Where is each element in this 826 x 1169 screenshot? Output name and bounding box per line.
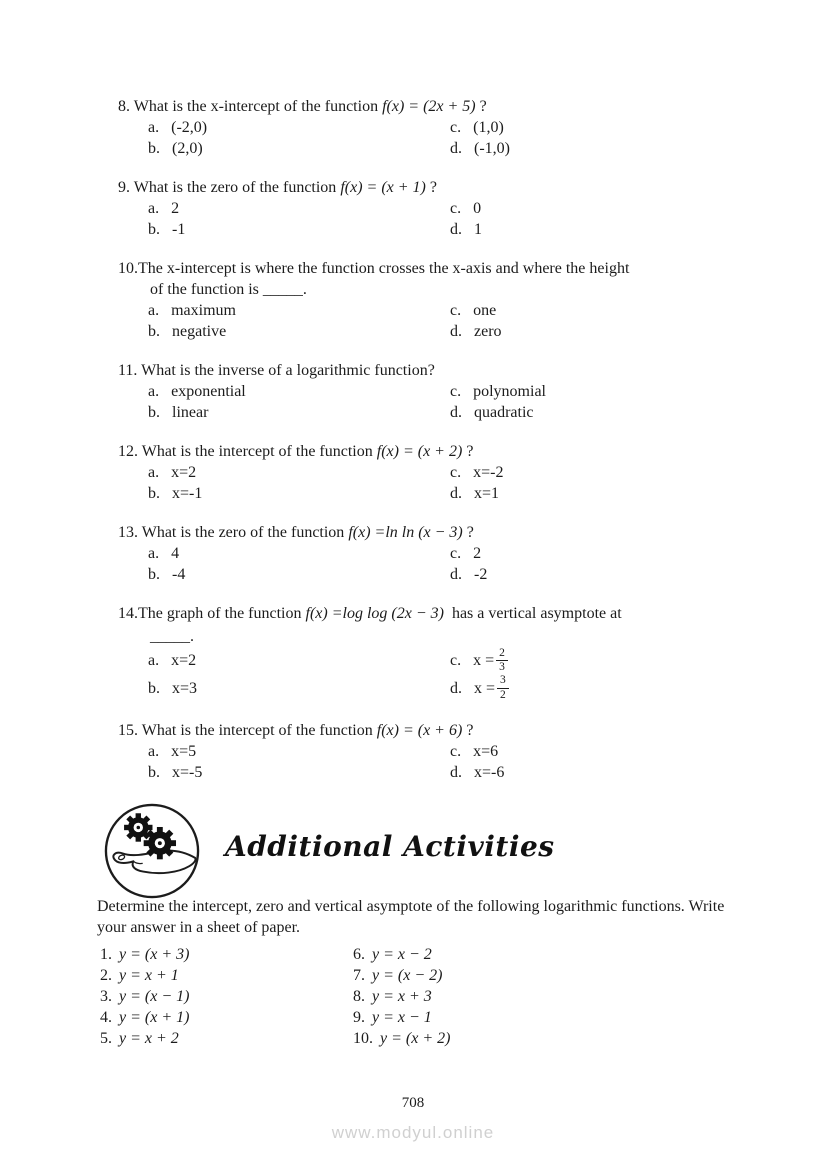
option-text: -1 xyxy=(172,221,186,238)
exercise-number: 8. xyxy=(353,988,365,1005)
watermark: www.modyul.online xyxy=(331,1123,495,1142)
option xyxy=(450,741,776,762)
exercise-item xyxy=(353,1028,450,1049)
question-number: 15. xyxy=(118,721,138,739)
exercise-item xyxy=(100,944,353,965)
option-label: b. xyxy=(148,221,160,238)
option-label: a. xyxy=(148,545,160,562)
question xyxy=(118,441,776,504)
option-text: x = xyxy=(473,652,495,670)
fraction-denominator: 2 xyxy=(500,688,506,701)
option-text: one xyxy=(473,302,497,319)
exercise-number: 10. xyxy=(353,1030,373,1047)
option-label: d. xyxy=(450,323,462,340)
question-post: ? xyxy=(475,98,487,115)
option-text: 2 xyxy=(171,200,180,217)
question-text xyxy=(118,603,776,624)
question-number: 9. xyxy=(118,179,130,196)
option xyxy=(450,647,776,674)
option-text: maximum xyxy=(171,302,236,319)
question-number: 12. xyxy=(118,443,138,460)
question-post: ? xyxy=(462,721,474,739)
question-pre: What is the intercept of the function xyxy=(138,721,377,739)
option xyxy=(148,321,450,342)
option xyxy=(450,543,776,564)
exercise-number: 2. xyxy=(100,967,112,984)
question-post: has a vertical asymptote at xyxy=(443,605,622,622)
option-text: 2 xyxy=(473,545,482,562)
option xyxy=(450,462,776,483)
option-label: d. xyxy=(450,404,462,421)
option xyxy=(148,543,450,564)
exercise-expression: y = x + 1 xyxy=(119,967,179,984)
options-grid xyxy=(148,198,776,240)
exercise-expression: y = x − 1 xyxy=(372,1009,432,1026)
question-text xyxy=(118,720,776,741)
option-fraction xyxy=(496,647,508,674)
question-text-continued: of the function is _____. xyxy=(150,281,307,298)
exercise-item xyxy=(100,965,353,986)
exercise-expression: y = x − 2 xyxy=(372,946,432,963)
option xyxy=(450,564,776,585)
exercise-expression: y = (x + 3) xyxy=(119,946,190,963)
option xyxy=(148,138,450,159)
option-text: polynomial xyxy=(473,383,546,400)
option-label: c. xyxy=(450,545,462,562)
option-text: (-1,0) xyxy=(474,140,510,157)
option-label: a. xyxy=(148,383,160,400)
option xyxy=(148,198,450,219)
option xyxy=(148,117,450,138)
fraction-numerator: 3 xyxy=(497,674,509,688)
option-text: -4 xyxy=(172,566,186,583)
option-text: linear xyxy=(172,404,209,421)
exercise-item xyxy=(100,1007,353,1028)
option-text: zero xyxy=(474,323,502,340)
exercise-number: 1. xyxy=(100,946,112,963)
question-pre: What is the zero of the function xyxy=(130,179,341,196)
option-text: negative xyxy=(172,323,227,340)
option xyxy=(148,483,450,504)
fraction-denominator: 3 xyxy=(499,661,505,674)
option-text: x=2 xyxy=(171,652,197,670)
exercise-expression: y = x + 2 xyxy=(119,1030,179,1047)
option-label: b. xyxy=(148,404,160,421)
option-fraction xyxy=(497,674,509,701)
question-text xyxy=(118,522,776,543)
question-math: f(x) = (x + 6) xyxy=(376,721,463,739)
option xyxy=(450,321,776,342)
question xyxy=(118,360,776,423)
option-label: b. xyxy=(148,763,160,781)
option-label: d. xyxy=(450,485,462,502)
exercise-column-left xyxy=(100,944,353,1049)
question xyxy=(118,258,776,342)
option xyxy=(148,402,450,423)
option-text: x=-1 xyxy=(172,485,203,502)
question xyxy=(118,522,776,585)
option-text: quadratic xyxy=(474,404,534,421)
option-label: d. xyxy=(450,566,462,583)
exercise-item xyxy=(100,986,353,1007)
option-label: c. xyxy=(450,742,462,760)
question-post: ? xyxy=(462,524,474,541)
option-text: (2,0) xyxy=(172,140,203,157)
option xyxy=(148,219,450,240)
option-label: b. xyxy=(148,323,160,340)
option-label: d. xyxy=(450,221,462,238)
option xyxy=(450,483,776,504)
option-text: x=-2 xyxy=(473,464,504,481)
question-math: f(x) =log log (2x − 3) xyxy=(305,605,444,622)
option-label: c. xyxy=(450,119,462,136)
option xyxy=(450,300,776,321)
question-number: 11. xyxy=(118,362,138,379)
option-label: b. xyxy=(148,140,160,157)
question-number: 8. xyxy=(118,98,130,115)
option-text: x=-6 xyxy=(474,763,505,781)
question-math: f(x) =ln ln (x − 3) xyxy=(348,524,463,541)
section-heading: Additional Activities xyxy=(225,829,555,863)
option-label: c. xyxy=(450,464,462,481)
exercise-number: 5. xyxy=(100,1030,112,1047)
exercise-number: 6. xyxy=(353,946,365,963)
exercise-column-right xyxy=(353,944,450,1049)
question-number: 10. xyxy=(118,260,138,277)
option-text: x=5 xyxy=(171,742,197,760)
exercise-expression: y = (x + 1) xyxy=(119,1009,190,1026)
question-number: 13. xyxy=(118,524,138,541)
question xyxy=(118,96,776,159)
exercise-expression: y = (x + 2) xyxy=(380,1030,451,1047)
question-text xyxy=(118,441,776,462)
question-post: ? xyxy=(462,443,474,460)
question xyxy=(118,177,776,240)
exercise-expression: y = x + 3 xyxy=(372,988,432,1005)
exercise-item xyxy=(353,944,450,965)
exercise-number: 9. xyxy=(353,1009,365,1026)
options-grid xyxy=(148,647,776,702)
option-label: d. xyxy=(450,679,462,697)
question-text xyxy=(118,96,776,117)
option-label: d. xyxy=(450,763,462,781)
question-pre: The graph of the function xyxy=(138,605,306,622)
option-label: c. xyxy=(450,302,462,319)
option xyxy=(450,381,776,402)
option-label: c. xyxy=(450,200,462,217)
option-label: c. xyxy=(450,652,462,670)
option-label: a. xyxy=(148,200,160,217)
question-list xyxy=(118,96,776,801)
question xyxy=(118,603,776,702)
question-text xyxy=(118,258,776,279)
option-text: x=6 xyxy=(473,742,499,760)
option xyxy=(450,762,776,783)
option-label: a. xyxy=(148,119,160,136)
option xyxy=(450,402,776,423)
option-text: x=-5 xyxy=(172,763,203,781)
exercise-number: 3. xyxy=(100,988,112,1005)
option-text: x=2 xyxy=(171,464,197,481)
option xyxy=(148,647,450,674)
option-label: a. xyxy=(148,302,160,319)
options-grid xyxy=(148,381,776,423)
question-pre: What is the inverse of a logarithmic function? xyxy=(137,362,435,379)
option-text: -2 xyxy=(474,566,488,583)
option-label: c. xyxy=(450,383,462,400)
option xyxy=(450,219,776,240)
option-text: 1 xyxy=(474,221,482,238)
option xyxy=(450,674,776,701)
options-grid xyxy=(148,462,776,504)
option-label: a. xyxy=(148,464,160,481)
option-text: x = xyxy=(474,679,496,697)
options-grid xyxy=(148,741,776,783)
option-text: x=1 xyxy=(474,485,500,502)
option-label: d. xyxy=(450,140,462,157)
exercise-item xyxy=(353,986,450,1007)
question-number: 14. xyxy=(118,605,138,622)
option xyxy=(450,198,776,219)
exercise-item xyxy=(100,1028,353,1049)
option-text: 4 xyxy=(171,545,180,562)
option xyxy=(450,117,776,138)
option xyxy=(148,564,450,585)
option-text: exponential xyxy=(171,383,246,400)
exercise-number: 4. xyxy=(100,1009,112,1026)
question-pre: What is the intercept of the function xyxy=(138,443,377,460)
option xyxy=(450,138,776,159)
option-text: (-2,0) xyxy=(171,119,208,136)
options-grid xyxy=(148,300,776,342)
exercise-list xyxy=(100,944,450,1049)
additional-activities-header xyxy=(103,802,555,900)
options-grid xyxy=(148,543,776,585)
fraction-numerator: 2 xyxy=(496,647,508,661)
option xyxy=(148,381,450,402)
option-text: 0 xyxy=(473,200,482,217)
question-text xyxy=(118,177,776,198)
exercise-expression: y = (x − 1) xyxy=(119,988,190,1005)
options-grid xyxy=(148,117,776,159)
option xyxy=(148,762,450,783)
question-pre: What is the zero of the function xyxy=(138,524,349,541)
exercise-number: 7. xyxy=(353,967,365,984)
option-label: b. xyxy=(148,566,160,583)
option-text: x=3 xyxy=(172,679,198,697)
exercise-item xyxy=(353,1007,450,1028)
option-label: a. xyxy=(148,742,160,760)
question-math: f(x) = (2x + 5) xyxy=(382,98,476,115)
answer-blank: _____. xyxy=(150,628,194,645)
exercise-expression: y = (x − 2) xyxy=(372,967,443,984)
option xyxy=(148,674,450,701)
instructions-text: Determine the intercept, zero and vertical asymptote of the following logarithmic functions. Write your answer in a sheet of paper. xyxy=(97,898,725,936)
page-number: 708 xyxy=(401,1095,425,1111)
question xyxy=(118,720,776,783)
option-text: (1,0) xyxy=(473,119,504,136)
option-label: b. xyxy=(148,679,160,697)
question-math: f(x) = (x + 2) xyxy=(376,443,463,460)
question-post: ? xyxy=(425,179,437,196)
option xyxy=(148,300,450,321)
question-pre: What is the x-intercept of the function xyxy=(130,98,383,115)
option-label: b. xyxy=(148,485,160,502)
option xyxy=(148,462,450,483)
hand-with-gears-icon xyxy=(103,802,201,900)
option xyxy=(148,741,450,762)
exercise-item xyxy=(353,965,450,986)
question-math: f(x) = (x + 1) xyxy=(340,179,426,196)
question-text xyxy=(118,360,776,381)
option-label: a. xyxy=(148,652,160,670)
question-pre: The x-intercept is where the function crosses the x-axis and where the height xyxy=(138,260,630,277)
